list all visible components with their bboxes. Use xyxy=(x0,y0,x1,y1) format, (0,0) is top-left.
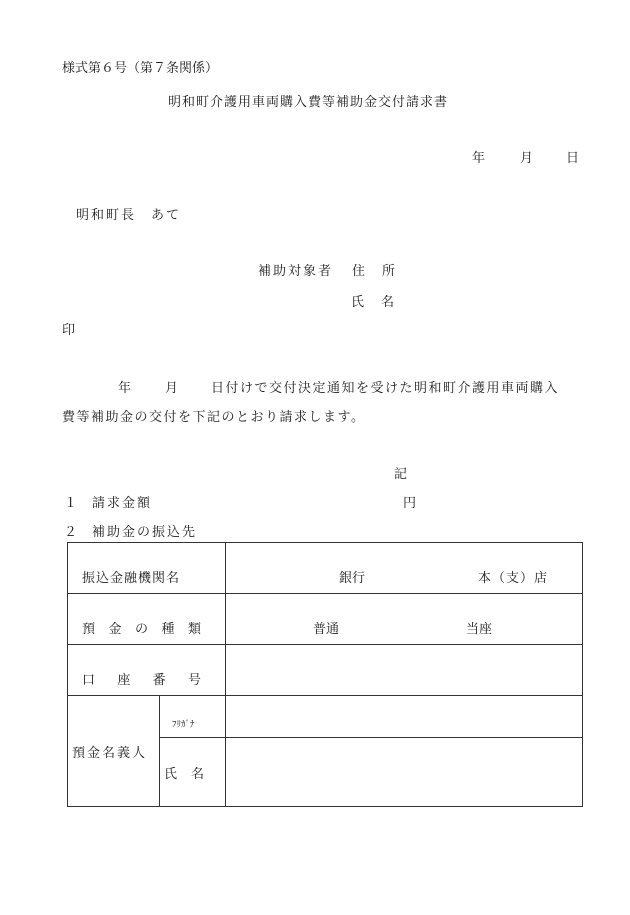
addressee: 明和町長 あて xyxy=(76,208,182,223)
body-year: 年 xyxy=(118,381,132,396)
item1-unit: 円 xyxy=(403,496,417,511)
furigana-label: ﾌﾘｶﾞﾅ xyxy=(172,720,195,730)
bank-suffix: 銀行 xyxy=(339,571,366,586)
date-month: 月 xyxy=(520,151,534,166)
name-label: 氏 名 xyxy=(351,295,397,310)
item2-label: 補助金の振込先 xyxy=(92,525,198,540)
address-label: 住 所 xyxy=(352,264,398,279)
ki-mark: 記 xyxy=(394,467,408,482)
branch-suffix: 本（支）店 xyxy=(478,571,549,586)
form-number: 様式第６号（第７条関係） xyxy=(62,61,219,76)
ordinary-option[interactable]: 普通 xyxy=(313,622,340,637)
body-line1: 日付けで交付決定通知を受けた明和町介護用車両購入 xyxy=(211,381,560,396)
deposit-type-value-cell[interactable] xyxy=(226,594,583,645)
body-line2: 費等補助金の交付を下記のとおり請求します。 xyxy=(62,410,366,425)
body-month: 月 xyxy=(165,381,179,396)
holder-label-cell xyxy=(68,696,160,807)
holder-name-field[interactable] xyxy=(226,738,583,807)
table-row xyxy=(68,594,583,645)
deposit-type-label-cell xyxy=(68,594,226,645)
table-row xyxy=(68,645,583,696)
bank-label-cell xyxy=(68,543,226,594)
item1-label: 請求金額 xyxy=(92,496,153,511)
furigana-label-cell xyxy=(160,696,226,738)
date-year: 年 xyxy=(472,151,486,166)
current-option[interactable]: 当座 xyxy=(466,622,493,637)
table-row xyxy=(68,696,583,738)
holder-name-label-cell xyxy=(160,738,226,807)
holder-label: 預金名義人 xyxy=(72,745,148,761)
applicant-label: 補助対象者 xyxy=(258,264,334,279)
bank-transfer-table xyxy=(67,542,583,807)
deposit-type-label: 預 金 の 種 類 xyxy=(82,622,202,637)
account-label: 口 座 番 号 xyxy=(82,673,202,688)
document-title: 明和町介護用車両購入費等補助金交付請求書 xyxy=(168,95,449,110)
account-label-cell xyxy=(68,645,226,696)
item2-number: ２ xyxy=(64,525,78,540)
table-row xyxy=(68,543,583,594)
seal-mark: 印 xyxy=(62,323,76,338)
bank-label: 振込金融機関名 xyxy=(82,571,181,586)
furigana-field[interactable] xyxy=(226,696,583,738)
bank-value-cell[interactable] xyxy=(226,543,583,594)
holder-name-label: 氏 名 xyxy=(164,767,204,782)
account-number-field[interactable] xyxy=(226,645,583,696)
item1-number: １ xyxy=(64,496,78,511)
date-day: 日 xyxy=(566,151,580,166)
